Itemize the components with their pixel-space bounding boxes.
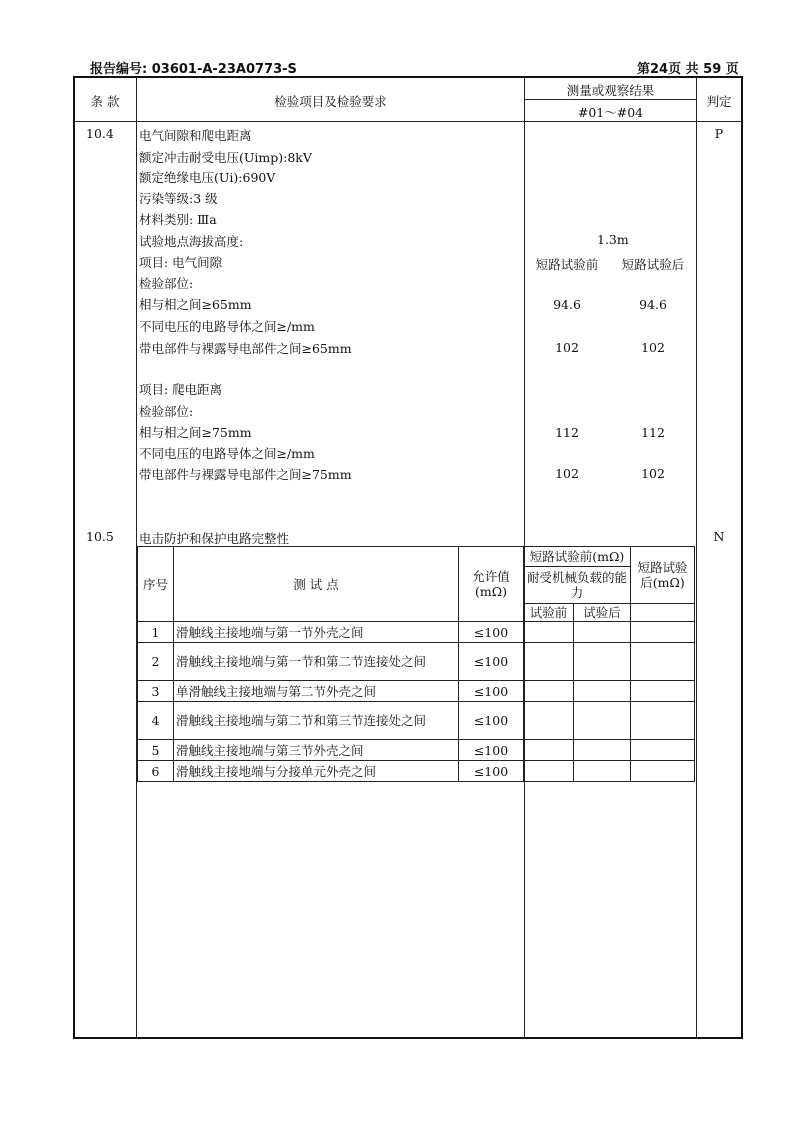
header-results: 测量或观察结果 (566, 83, 655, 98)
row-before (524, 622, 574, 643)
clearance-pp-after: 94.6 (639, 297, 667, 312)
row-after-sc (631, 643, 695, 681)
row-after-sc (631, 681, 695, 702)
row-no: 6 (138, 761, 174, 782)
col-test-after-header: 试验后 (574, 604, 631, 622)
results-header-divider (524, 99, 696, 100)
page-info: 第24页 共 59 页 (637, 62, 739, 77)
item-line: 相与相之间≥65mm (139, 297, 252, 312)
row-no: 2 (138, 643, 174, 681)
col-divider-verdict (696, 77, 697, 1037)
row-allow: ≤100 (459, 740, 524, 761)
col-point-header: 测 试 点 (174, 547, 459, 622)
row-after (574, 740, 631, 761)
row-allow: ≤100 (459, 681, 524, 702)
item-line: 不同电压的电路导体之间≥/mm (139, 446, 315, 461)
clearance-pp-before: 94.6 (553, 297, 581, 312)
row-no: 1 (138, 622, 174, 643)
frame-left (73, 76, 75, 1038)
continuity-table (137, 546, 695, 782)
row-allow: ≤100 (459, 761, 524, 782)
row-point: 滑触线主接地端与第三节外壳之间 (174, 740, 459, 761)
row-after (574, 761, 631, 782)
creep-pp-before: 112 (555, 425, 579, 440)
row-point: 滑触线主接地端与第一节和第二节连接处之间 (174, 643, 459, 681)
creep-le-after: 102 (641, 466, 665, 481)
row-point: 滑触线主接地端与第一节外壳之间 (174, 622, 459, 643)
row-no: 3 (138, 681, 174, 702)
row-after (574, 681, 631, 702)
row-point: 滑触线主接地端与第二节和第三节连接处之间 (174, 702, 459, 740)
row-before (524, 643, 574, 681)
clause-10-4: 10.4 (86, 126, 114, 141)
row-no: 5 (138, 740, 174, 761)
clearance-le-after: 102 (641, 340, 665, 355)
verdict-10-4: P (714, 126, 724, 141)
item-line: 试验地点海拔高度: (139, 234, 244, 249)
col-after-sc-header: 短路试验后(mΩ) (631, 547, 695, 604)
item-line: 带电部件与裸露导电部件之间≥75mm (139, 467, 352, 482)
col-before-sc-header: 短路试验前(mΩ) (524, 547, 631, 567)
row-before (524, 681, 574, 702)
row-allow: ≤100 (459, 622, 524, 643)
item-line: 电气间隙和爬电距离 (139, 128, 252, 143)
header-samples: #01～#04 (577, 105, 644, 120)
row-before (524, 702, 574, 740)
col-allow-header: 允许值(mΩ) (459, 547, 524, 622)
header-bottom-line (74, 121, 742, 122)
table-row (138, 681, 695, 702)
row-after (574, 643, 631, 681)
header-item: 检验项目及检验要求 (274, 94, 387, 109)
table-row (138, 643, 695, 681)
row-after (574, 622, 631, 643)
item-line: 污染等级:3 级 (139, 191, 218, 206)
row-point: 单滑触线主接地端与第二节外壳之间 (174, 681, 459, 702)
table-row (138, 740, 695, 761)
row-before (524, 761, 574, 782)
table-row (138, 761, 695, 782)
clause-10-5: 10.5 (86, 529, 114, 544)
item-line: 不同电压的电路导体之间≥/mm (139, 319, 315, 334)
item-line: 检验部位: (139, 404, 194, 419)
clearance-le-before: 102 (555, 340, 579, 355)
altitude-value: 1.3m (597, 232, 629, 247)
item-line: 额定绝缘电压(Ui):690V (139, 170, 276, 185)
item-line: 相与相之间≥75mm (139, 425, 252, 440)
col-no-header: 序号 (138, 547, 174, 622)
section-10-5-title: 电击防护和保护电路完整性 (139, 531, 290, 546)
verdict-10-5: N (713, 529, 725, 544)
item-line: 项目: 爬电距离 (139, 382, 223, 397)
row-after-sc (631, 622, 695, 643)
row-after-sc (631, 761, 695, 782)
frame-top (73, 76, 743, 78)
header-clause: 条 款 (90, 94, 120, 109)
col-before-label: 短路试验前 (535, 257, 599, 272)
row-no: 4 (138, 702, 174, 740)
report-number: 报告编号: 03601-A-23A0773-S (90, 62, 297, 77)
table-row (138, 622, 695, 643)
header-verdict: 判定 (706, 94, 732, 109)
item-line: 检验部位: (139, 276, 194, 291)
row-allow: ≤100 (459, 643, 524, 681)
row-after-sc (631, 702, 695, 740)
row-after-sc (631, 740, 695, 761)
row-point: 滑触线主接地端与分接单元外壳之间 (174, 761, 459, 782)
item-line: 带电部件与裸露导电部件之间≥65mm (139, 341, 352, 356)
creep-le-before: 102 (555, 466, 579, 481)
item-line: 项目: 电气间隙 (139, 255, 223, 270)
row-allow: ≤100 (459, 702, 524, 740)
frame-right (741, 76, 743, 1038)
row-after (574, 702, 631, 740)
creep-pp-after: 112 (641, 425, 665, 440)
item-line: 额定冲击耐受电压(Uimp):8kV (139, 150, 312, 165)
col-mech-header: 耐受机械负载的能力 (524, 567, 631, 604)
row-before (524, 740, 574, 761)
frame-bottom (73, 1037, 743, 1039)
col-test-before-header: 试验前 (524, 604, 574, 622)
col-after-label: 短路试验后 (621, 257, 685, 272)
empty-cell (631, 604, 695, 622)
table-row (138, 702, 695, 740)
item-line: 材料类别: Ⅲa (139, 212, 217, 227)
